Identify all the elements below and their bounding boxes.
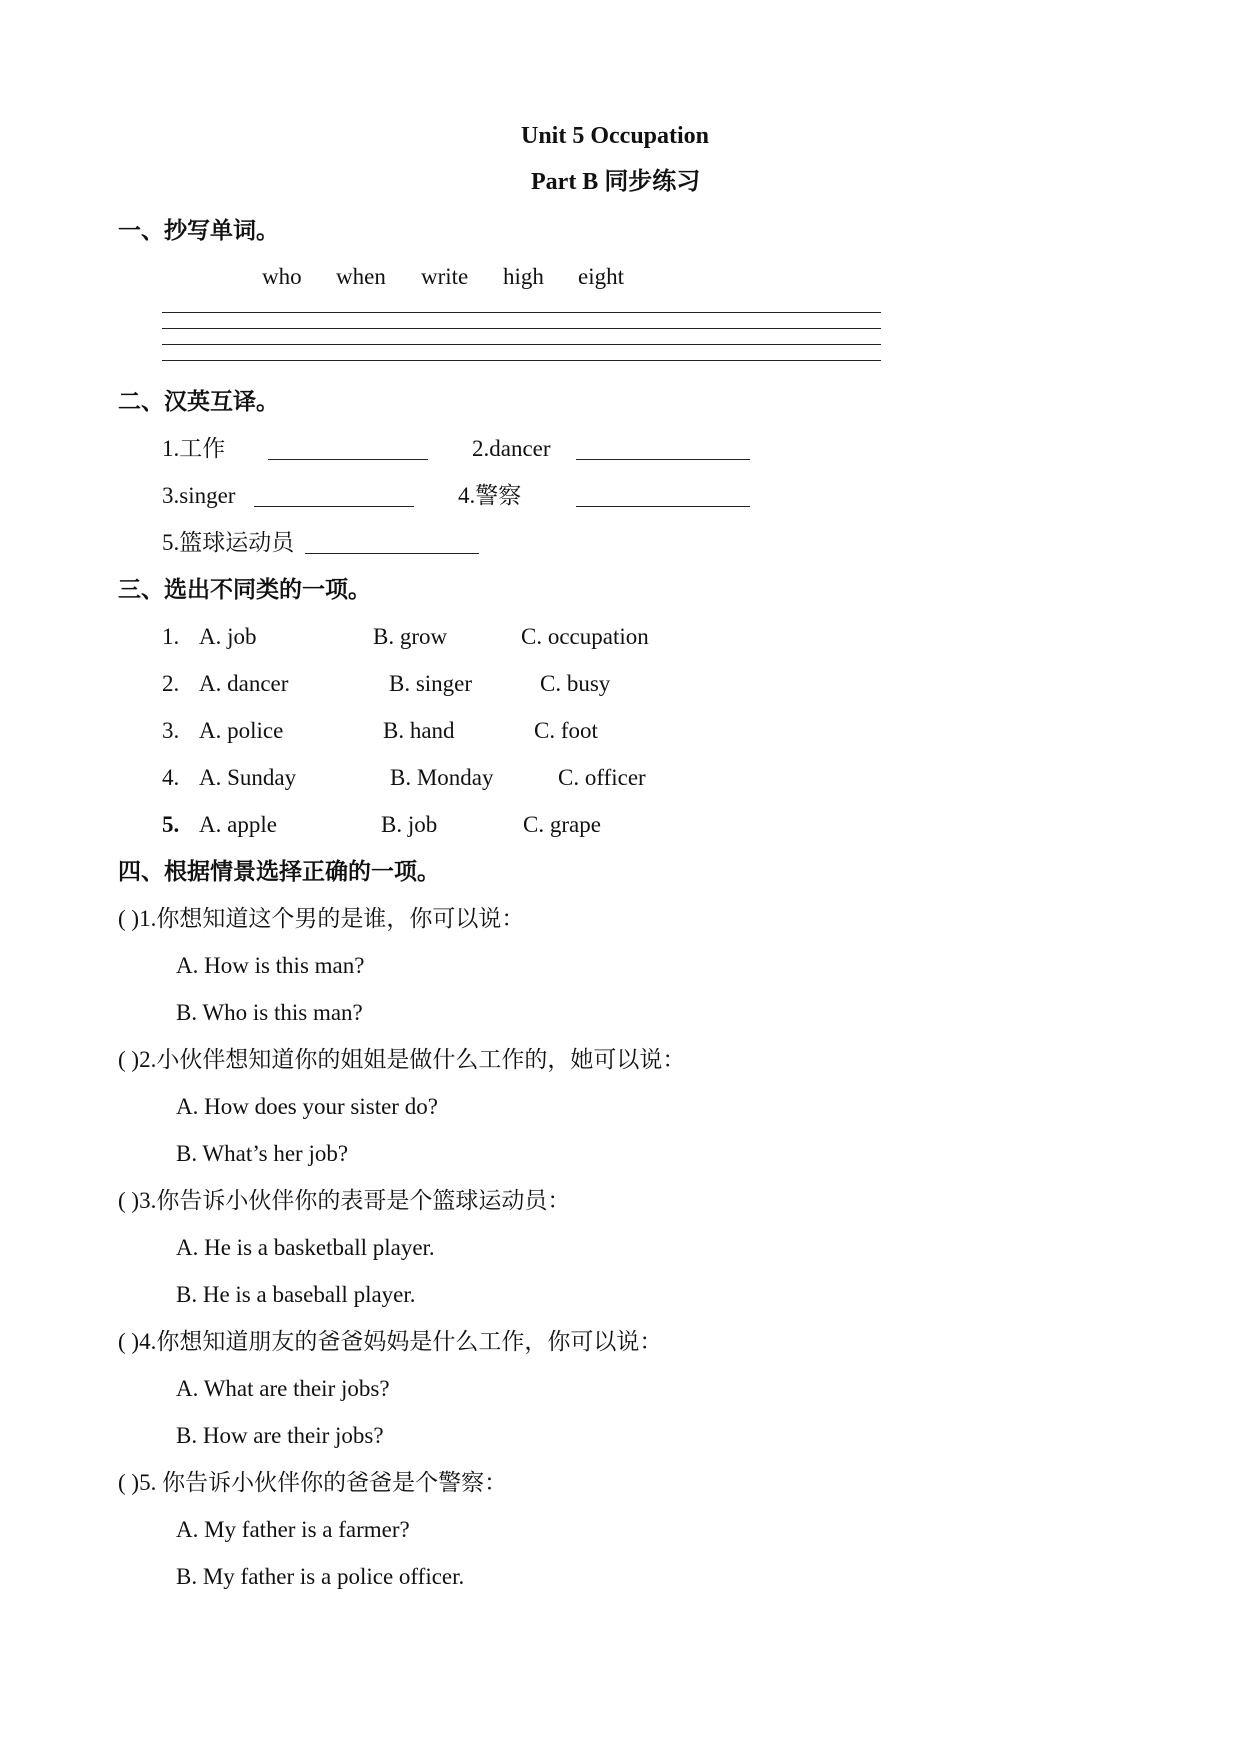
translate-item: 3.singer — [162, 483, 236, 508]
copy-word: when — [336, 264, 386, 289]
option-c: C. occupation — [521, 624, 649, 649]
question-stem: ( )4.你想知道朋友的爸爸妈妈是什么工作，你可以说： — [118, 1329, 663, 1354]
question-stem: ( )5. 你告诉小伙伴你的爸爸是个警察： — [118, 1470, 508, 1495]
writing-line[interactable] — [162, 328, 881, 329]
section2-heading: 二、汉英互译。 — [118, 389, 279, 414]
option-a: A. Sunday — [199, 765, 297, 790]
option-a: A. police — [199, 718, 284, 743]
writing-line[interactable] — [162, 344, 881, 345]
option-c: C. officer — [558, 765, 646, 790]
option-b: B. job — [381, 812, 438, 837]
answer-blank[interactable] — [576, 437, 750, 464]
question-stem: ( )1.你想知道这个男的是谁，你可以说： — [118, 906, 525, 931]
choice-a: A. My father is a farmer? — [176, 1517, 410, 1542]
translate-item: 4.警察 — [458, 483, 522, 508]
translate-item: 1.工作 — [162, 436, 226, 461]
page-title: Unit 5 Occupation — [521, 123, 710, 149]
choice-b: B. How are their jobs? — [176, 1423, 384, 1448]
answer-blank[interactable] — [576, 484, 750, 511]
question-number: 5. — [162, 812, 180, 837]
writing-line[interactable] — [162, 312, 881, 313]
answer-blank[interactable] — [254, 484, 414, 511]
choice-b: B. He is a baseball player. — [176, 1282, 416, 1307]
choice-a: A. What are their jobs? — [176, 1376, 390, 1401]
question-number: 1. — [162, 624, 180, 649]
section4-heading: 四、根据情景选择正确的一项。 — [118, 859, 440, 884]
option-c: C. busy — [540, 671, 611, 696]
copy-word: high — [503, 264, 544, 289]
option-b: B. Monday — [390, 765, 494, 790]
translate-item: 2.dancer — [472, 436, 551, 461]
question-number: 3. — [162, 718, 180, 743]
section3-heading: 三、选出不同类的一项。 — [118, 577, 371, 602]
question-number: 4. — [162, 765, 180, 790]
choice-a: A. How is this man? — [176, 953, 365, 978]
option-c: C. foot — [534, 718, 598, 743]
choice-b: B. My father is a police officer. — [176, 1564, 465, 1589]
translate-item: 5.篮球运动员 — [162, 530, 295, 555]
option-b: B. grow — [373, 624, 448, 649]
copy-word: eight — [578, 264, 624, 289]
option-a: A. job — [199, 624, 257, 649]
copy-word: who — [262, 264, 302, 289]
answer-blank[interactable] — [268, 437, 428, 464]
option-b: B. singer — [389, 671, 473, 696]
question-stem: ( )2.小伙伴想知道你的姐姐是做什么工作的，她可以说： — [118, 1047, 686, 1072]
copy-word: write — [421, 264, 469, 289]
question-stem: ( )3.你告诉小伙伴你的表哥是个篮球运动员： — [118, 1188, 571, 1213]
writing-line[interactable] — [162, 360, 881, 361]
question-number: 2. — [162, 671, 180, 696]
option-a: A. dancer — [199, 671, 289, 696]
option-b: B. hand — [383, 718, 455, 743]
choice-b: B. Who is this man? — [176, 1000, 363, 1025]
choice-b: B. What’s her job? — [176, 1141, 349, 1166]
choice-a: A. How does your sister do? — [176, 1094, 438, 1119]
page-subtitle: Part B 同步练习 — [531, 169, 701, 195]
section1-heading: 一、抄写单词。 — [118, 218, 279, 243]
choice-a: A. He is a basketball player. — [176, 1235, 435, 1260]
option-c: C. grape — [523, 812, 601, 837]
option-a: A. apple — [199, 812, 277, 837]
answer-blank[interactable] — [305, 531, 479, 558]
